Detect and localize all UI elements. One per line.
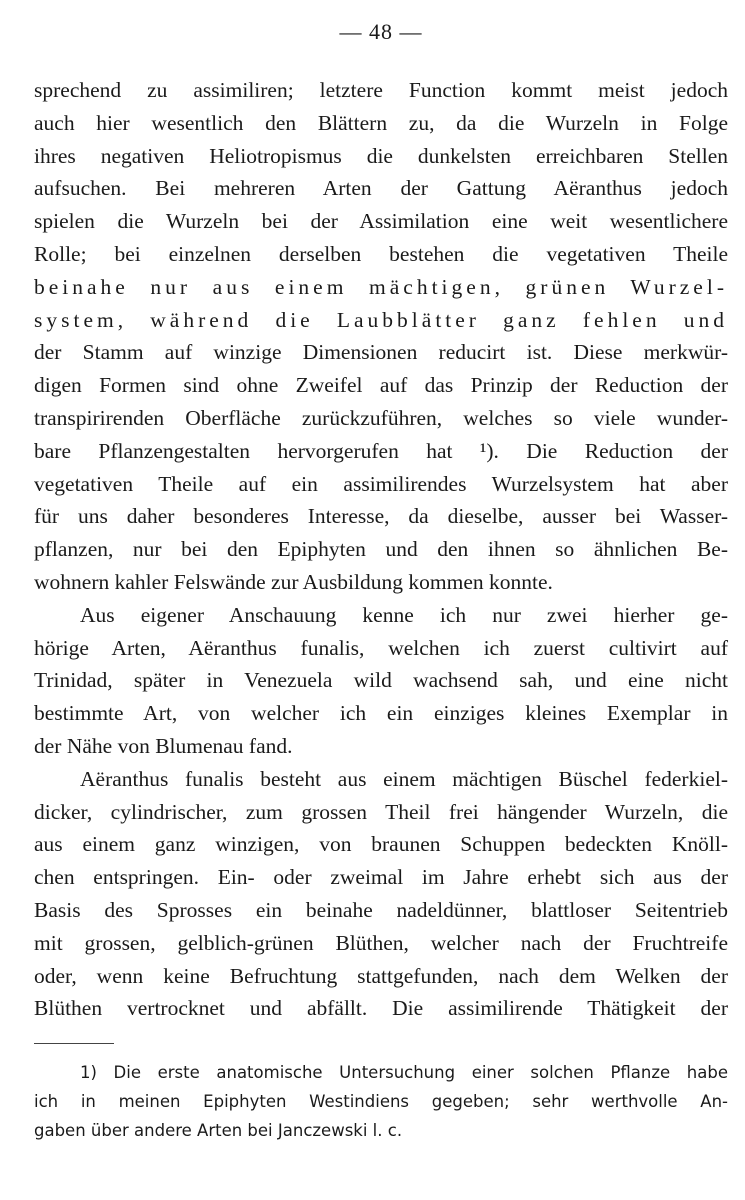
footnote-line: 1) Die erste anatomische Untersuchung einer solchen Pflanze habe (80, 1063, 728, 1083)
text-line: oder, wenn keine Befruchtung stattgefunden, nach dem Welken der (34, 963, 728, 988)
text-line: chen entspringen. Ein- oder zweimal im Jahre erhebt sich aus der (34, 865, 728, 890)
text-line: digen Formen sind ohne Zweifel auf das Prinzip der Reduction der (34, 373, 728, 398)
text-line: aus einem ganz winzigen, von braunen Schuppen bedeckten Knöll- (34, 832, 728, 857)
text-line-spaced: system, während die Laubblätter ganz fehlen und (34, 307, 728, 332)
text-line: dicker, cylindrischer, zum grossen Theil frei hängender Wurzeln, die (34, 799, 728, 824)
footnote-divider (34, 1043, 114, 1044)
text-line: sprechend zu assimiliren; letztere Function kommt meist jedoch (34, 78, 728, 102)
paragraph-1 (34, 74, 728, 599)
text-line: der Nähe von Blumenau fand. (34, 733, 293, 758)
footnote-line: ich in meinen Epiphyten Westindiens gegeben; sehr werthvolle An- (34, 1092, 728, 1112)
page (34, 12, 728, 1145)
text-line: Blüthen vertrocknet und abfällt. Die assimilirende Thätigkeit der (34, 996, 728, 1021)
text-line: auch hier wesentlich den Blättern zu, da die Wurzeln in Folge (34, 110, 728, 135)
text-line: wohnern kahler Felswände zur Ausbildung kommen konnte. (34, 569, 553, 594)
text-line: spielen die Wurzeln bei der Assimilation eine weit wesentlichere (34, 209, 728, 234)
text-line: Aus eigener Anschauung kenne ich nur zwei hierher ge- (80, 602, 728, 627)
text-line: Rolle; bei einzelnen derselben bestehen die vegetativen Theile (34, 241, 728, 266)
page-number: — 48 — (339, 19, 423, 44)
text-line: Trinidad, später in Venezuela wild wachsend sah, und eine nicht (34, 668, 728, 693)
text-line: pflanzen, nur bei den Epiphyten und den ihnen so ähnlichen Be- (34, 537, 728, 562)
text-line-spaced: beinahe nur aus einem mächtigen, grünen Wurzel- (34, 274, 728, 299)
text-line: für uns daher besonderes Interesse, da dieselbe, ausser bei Wasser- (34, 504, 728, 529)
text-line: Aëranthus funalis besteht aus einem mächtigen Büschel federkiel- (80, 766, 728, 791)
text-line: aufsuchen. Bei mehreren Arten der Gattung Aëranthus jedoch (34, 176, 728, 201)
paragraph-2 (34, 599, 728, 763)
text-line: transpirirenden Oberfläche zurückzuführen, welches so viele wunder- (34, 405, 728, 430)
text-line: bare Pflanzengestalten hervorgerufen hat ¹). Die Reduction der (34, 438, 728, 463)
text-line: der Stamm auf winzige Dimensionen reducirt ist. Diese merkwür- (34, 340, 728, 365)
text-line: bestimmte Art, von welcher ich ein einziges kleines Exemplar in (34, 701, 728, 726)
text-line: ihres negativen Heliotropismus die dunkelsten erreichbaren Stellen (34, 143, 728, 168)
text-line: mit grossen, gelblich-grünen Blüthen, welcher nach der Fruchtreife (34, 930, 728, 955)
text-line: vegetativen Theile auf ein assimilirendes Wurzelsystem hat aber (34, 471, 728, 496)
paragraph-3 (34, 763, 728, 1025)
footnote (34, 1058, 728, 1145)
text-line: Basis des Sprosses ein beinahe nadeldünner, blattloser Seitentrieb (34, 897, 728, 922)
text-line: hörige Arten, Aëranthus funalis, welchen ich zuerst cultivirt auf (34, 635, 728, 660)
footnote-line: gaben über andere Arten bei Janczewski l. c. (34, 1121, 403, 1141)
